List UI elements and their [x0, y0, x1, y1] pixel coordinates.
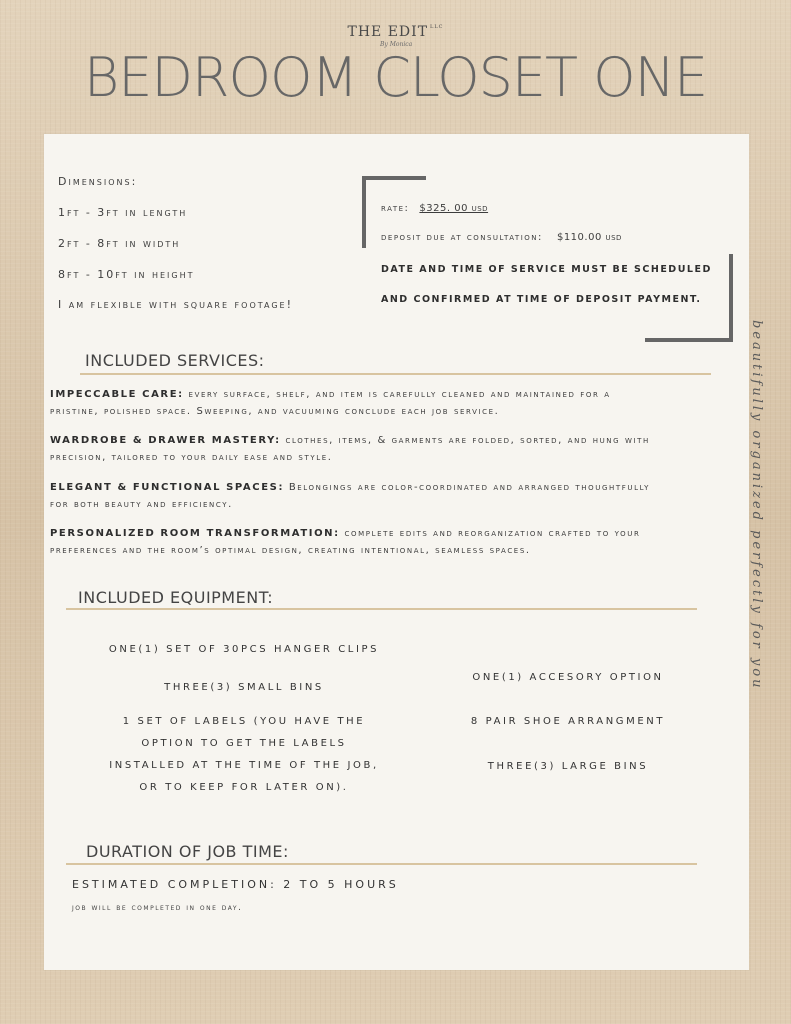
dimensions-heading: Dimensions: — [58, 175, 138, 188]
rate-row — [381, 203, 488, 214]
service-title: WARDROBE & DRAWER MASTERY: — [50, 435, 281, 446]
service-title: PERSONALIZED ROOM TRANSFORMATION: — [50, 528, 340, 539]
duration-note: job will be completed in one day. — [72, 903, 243, 913]
equipment-rule — [66, 608, 697, 610]
equipment-heading: INCLUDED EQUIPMENT: — [78, 588, 274, 607]
service-item — [50, 479, 750, 513]
equipment-labels-line: 1 SET OF LABELS (YOU HAVE THE — [122, 716, 366, 727]
service-item — [50, 432, 750, 466]
schedule-note-line1: DATE AND TIME OF SERVICE MUST BE SCHEDULED — [381, 264, 712, 275]
service-line: every surface, shelf, and item is carefully cleaned and maintained for a — [188, 389, 611, 400]
services-heading: INCLUDED SERVICES: — [85, 351, 265, 370]
brand-logo — [0, 24, 791, 40]
deposit-value: $110.00 usd — [556, 232, 622, 243]
logo-tm: LLC — [430, 24, 444, 30]
equipment-labels — [74, 711, 414, 799]
service-line: Belongings are color-coordinated and arranged thoughtfully — [288, 482, 651, 493]
service-line: preferences and the room’s optimal design, creating intentional, seamless spaces. — [50, 545, 531, 556]
dimension-length: 1ft - 3ft in length — [58, 206, 188, 219]
duration-heading: DURATION OF JOB TIME: — [86, 842, 289, 861]
equipment-labels-line: INSTALLED AT THE TIME OF THE JOB, — [109, 760, 379, 771]
equipment-shoe-arrangement: 8 PAIR SHOE ARRANGMENT — [470, 716, 666, 727]
script-text: beautifully organized perfectly for you — [749, 320, 764, 691]
dimension-width: 2ft - 8ft in width — [58, 237, 181, 250]
deposit-label: deposit due at consultation: — [381, 232, 543, 243]
service-item — [50, 386, 750, 420]
equipment-hanger-clips: ONE(1) SET OF 30PCS HANGER CLIPS — [108, 644, 380, 655]
duration-estimate: ESTIMATED COMPLETION: 2 TO 5 HOURS — [72, 878, 399, 891]
rate-label: rate: — [381, 203, 410, 214]
service-line: complete edits and reorganization crafted to your — [344, 528, 641, 539]
service-title: IMPECCABLE CARE: — [50, 389, 184, 400]
schedule-note-line2: AND CONFIRMED AT TIME OF DEPOSIT PAYMENT. — [381, 294, 702, 305]
services-rule — [80, 373, 711, 375]
rate-value: $325. 00 usd — [419, 203, 489, 214]
logo-text: THE EDIT — [347, 24, 429, 40]
equipment-accessory-option: ONE(1) ACCESORY OPTION — [472, 672, 664, 683]
service-line: for both beauty and efficiency. — [50, 499, 233, 510]
equipment-labels-line: OR TO KEEP FOR LATER ON). — [139, 782, 349, 793]
vertical-script-text — [744, 320, 768, 840]
equipment-small-bins: THREE(3) SMALL BINS — [164, 682, 324, 693]
service-title: ELEGANT & FUNCTIONAL SPACES: — [50, 482, 285, 493]
service-line: precision, tailored to your daily ease and style. — [50, 452, 333, 463]
service-line: clothes, items, & garments are folded, sorted, and hung with — [285, 435, 650, 446]
deposit-row — [381, 232, 622, 243]
dimension-height: 8ft - 10ft in height — [58, 268, 195, 281]
equipment-labels-line: OPTION TO GET THE LABELS — [141, 738, 347, 749]
logo-subtext: By Monica — [380, 41, 413, 48]
service-item — [50, 525, 750, 559]
dimension-note: I am flexible with square footage! — [58, 298, 293, 311]
page-title: BEDROOM CLOSET ONE — [83, 46, 708, 109]
duration-rule — [66, 863, 697, 865]
equipment-large-bins: THREE(3) LARGE BINS — [487, 761, 649, 772]
service-line: pristine, polished space. Sweeping, and vacuuming conclude each job service. — [50, 406, 500, 417]
